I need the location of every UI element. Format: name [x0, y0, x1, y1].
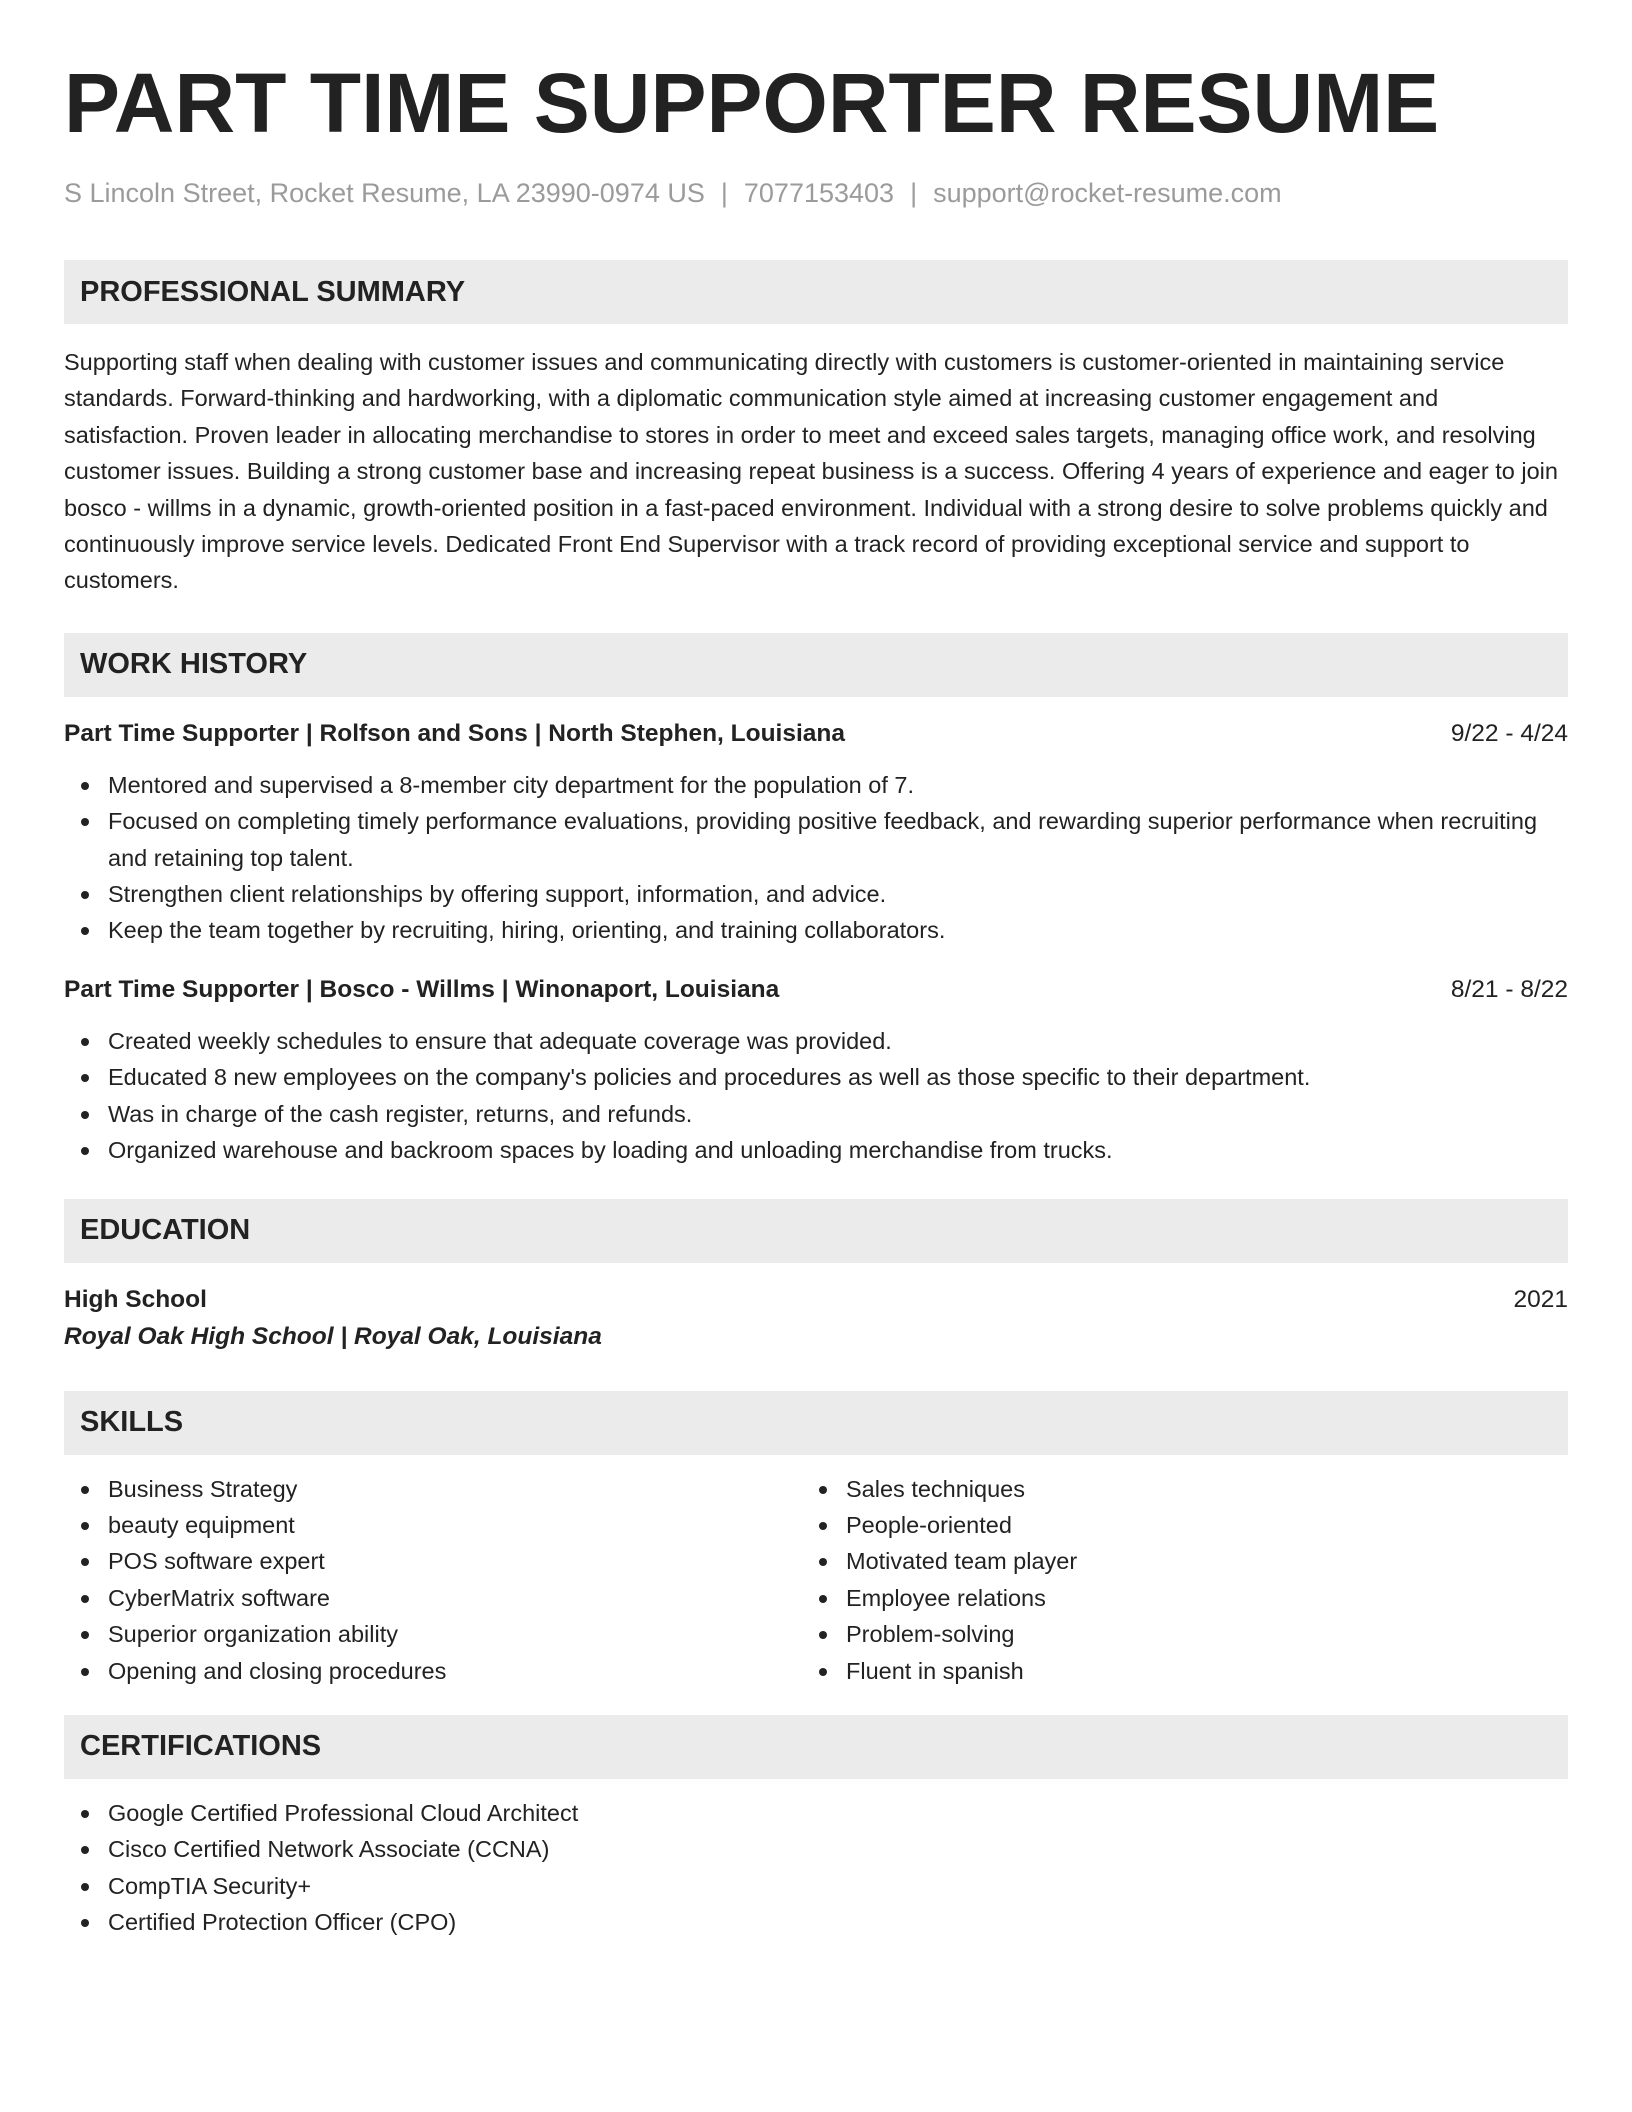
education-entry: [64, 1283, 1568, 1357]
skill-item: POS software expert: [64, 1543, 802, 1579]
job-header-row: [64, 973, 1568, 1007]
skill-item: beauty equipment: [64, 1507, 802, 1543]
education-school: Royal Oak High School | Royal Oak, Louisiana: [64, 1322, 602, 1350]
job-title: Part Time Supporter | Bosco - Willms | Winonaport, Louisiana: [64, 975, 780, 1003]
job-bullet-list: [64, 1023, 1568, 1169]
skill-item: People-oriented: [802, 1507, 1568, 1543]
job-bullet: Created weekly schedules to ensure that adequate coverage was provided.: [64, 1023, 1568, 1059]
job-bullet: Focused on completing timely performance evaluations, providing positive feedback, and rewarding superior performance when recruiting and retaining top talent.: [64, 803, 1568, 876]
skills-list-left: [64, 1471, 802, 1689]
job-bullet-list: [64, 767, 1568, 949]
certification-item: Certified Protection Officer (CPO): [64, 1904, 1568, 1940]
contact-phone: 7077153403: [743, 178, 895, 208]
certifications-list: [64, 1795, 1568, 1941]
contact-address: S Lincoln Street, Rocket Resume, LA 23990-0974 US: [64, 178, 705, 208]
job-bullet: Educated 8 new employees on the company's policies and procedures as well as those specific to their department.: [64, 1059, 1568, 1095]
skill-item: Business Strategy: [64, 1471, 802, 1507]
contact-line: [64, 176, 1568, 210]
job-bullet: Keep the team together by recruiting, hiring, orienting, and training collaborators.: [64, 912, 1568, 948]
certification-item: Google Certified Professional Cloud Architect: [64, 1795, 1568, 1831]
contact-separator: |: [910, 178, 918, 208]
skill-item: Problem-solving: [802, 1616, 1568, 1652]
job-title: Part Time Supporter | Rolfson and Sons | North Stephen, Louisiana: [64, 719, 845, 747]
job-dates: 8/21 - 8/22: [1450, 975, 1568, 1003]
education-degree: High School: [64, 1285, 207, 1313]
skills-list-right: [802, 1471, 1568, 1689]
skill-item: Motivated team player: [802, 1543, 1568, 1579]
work-history-heading: WORK HISTORY: [64, 633, 1568, 697]
certification-item: Cisco Certified Network Associate (CCNA): [64, 1831, 1568, 1867]
job-dates: 9/22 - 4/24: [1450, 719, 1568, 747]
summary-heading: PROFESSIONAL SUMMARY: [64, 260, 1568, 324]
job-bullet: Was in charge of the cash register, returns, and refunds.: [64, 1096, 1568, 1132]
summary-text: Supporting staff when dealing with customer issues and communicating directly with customers is customer-oriented in maintaining service standards. Forward-thinking and hardworking, with a diplomatic communication style aimed at increasing customer engagement and satisfaction. Proven leader in allocating merchandise to stores in order to meet and exceed sales targets, managing office work, and resolving customer issues. Building a strong customer base and increasing repeat business is a success. Offering 4 years of experience and eager to join bosco - willms in a dynamic, growth-oriented position in a fast-paced environment. Individual with a strong desire to solve problems quickly and continuously improve service levels. Dedicated Front End Supervisor with a track record of providing exceptional service and support to customers.: [64, 349, 1558, 594]
skill-item: Sales techniques: [802, 1471, 1568, 1507]
education-row: [64, 1283, 1568, 1317]
education-year: 2021: [1513, 1285, 1568, 1313]
skill-item: Employee relations: [802, 1580, 1568, 1616]
job-entry: [64, 973, 1568, 1169]
education-heading: EDUCATION: [64, 1199, 1568, 1263]
certification-item: CompTIA Security+: [64, 1868, 1568, 1904]
certifications-heading: CERTIFICATIONS: [64, 1715, 1568, 1779]
skill-item: CyberMatrix software: [64, 1580, 802, 1616]
contact-email: support@rocket-resume.com: [933, 178, 1282, 208]
job-bullet: Mentored and supervised a 8-member city department for the population of 7.: [64, 767, 1568, 803]
job-bullet: Organized warehouse and backroom spaces by loading and unloading merchandise from trucks.: [64, 1132, 1568, 1168]
resume-title: PART TIME SUPPORTER RESUME: [64, 56, 1440, 150]
skill-item: Superior organization ability: [64, 1616, 802, 1652]
skill-item: Fluent in spanish: [802, 1653, 1568, 1689]
job-entry: [64, 717, 1568, 949]
contact-separator: |: [720, 178, 728, 208]
job-bullet: Strengthen client relationships by offering support, information, and advice.: [64, 876, 1568, 912]
job-header-row: [64, 717, 1568, 751]
skill-item: Opening and closing procedures: [64, 1653, 802, 1689]
skills-columns: [64, 1471, 1568, 1689]
skills-heading: SKILLS: [64, 1391, 1568, 1455]
